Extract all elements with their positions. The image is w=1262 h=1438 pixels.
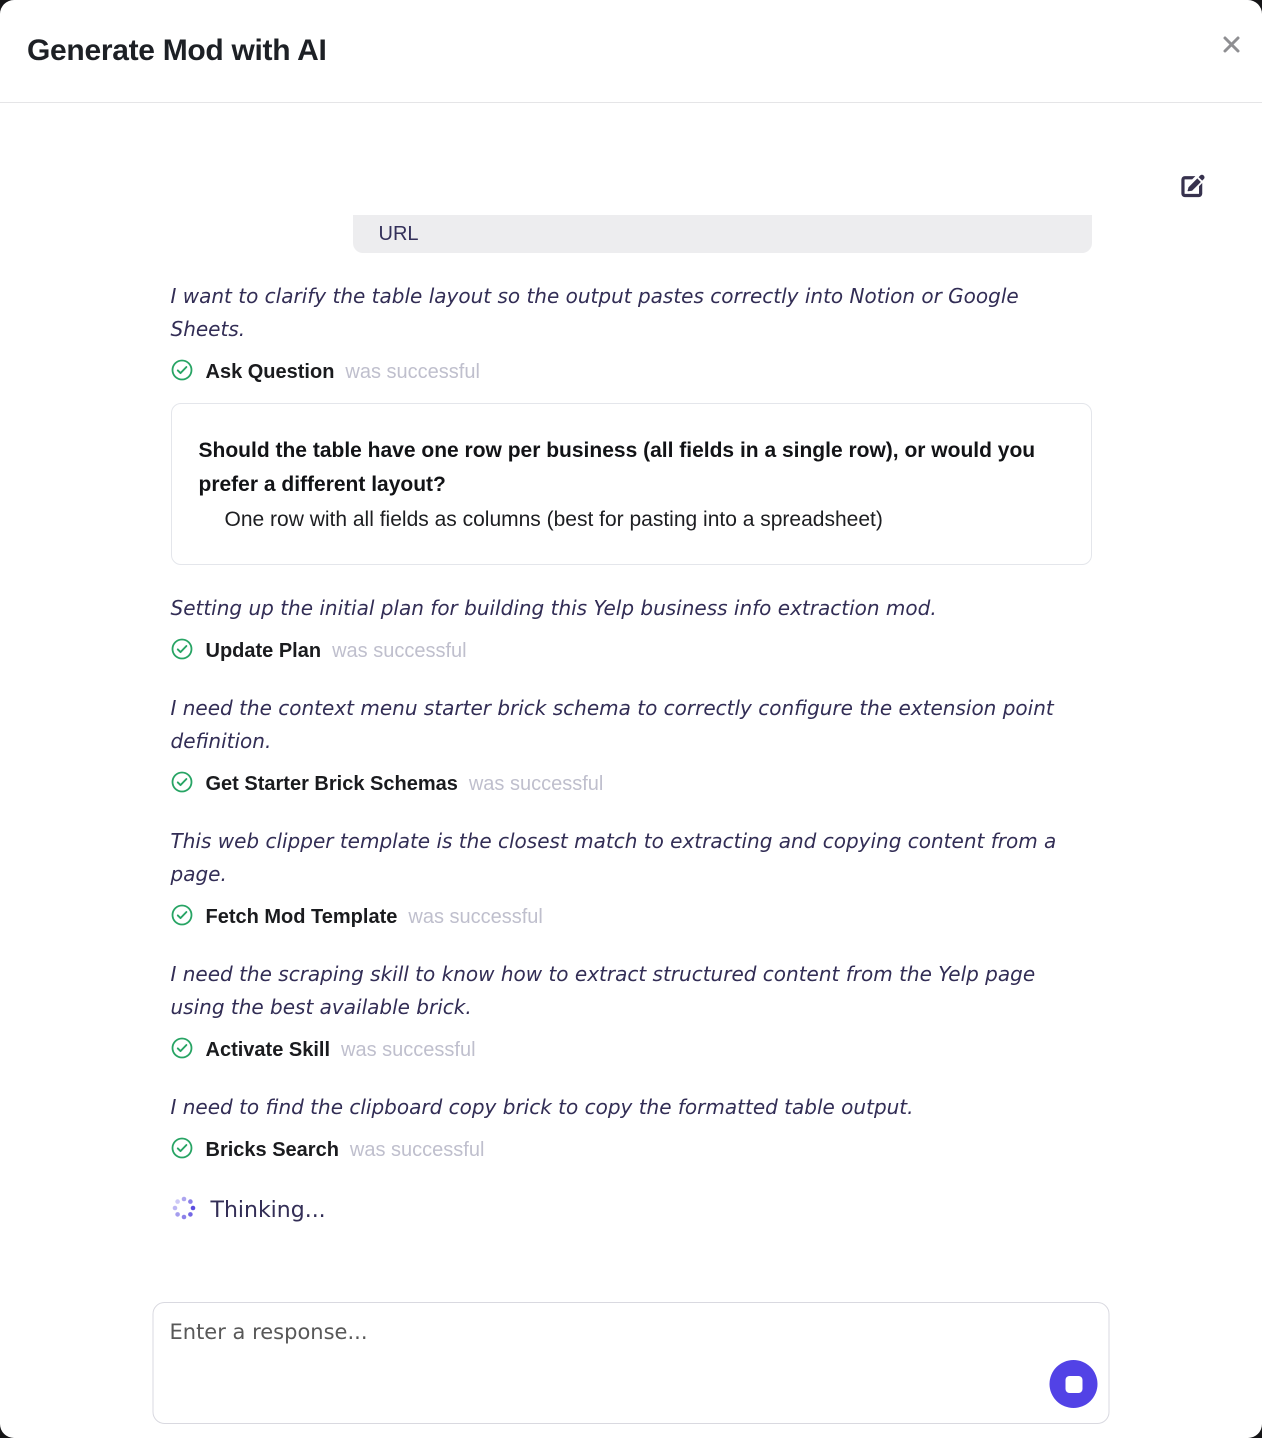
thinking-label: Thinking... [210,1198,326,1223]
url-field-label: URL [378,222,419,245]
close-button[interactable] [1216,31,1246,61]
action-status: was successful [408,906,543,928]
success-check-icon [171,771,193,798]
action-row [171,1037,1092,1064]
action-status: was successful [349,1139,485,1161]
narration-text: Setting up the initial plan for building this Yelp business info extraction mod. [170,596,937,620]
action-row [171,771,1092,798]
response-composer [153,1302,1110,1424]
action-row [171,904,1092,931]
success-check-icon [171,1137,193,1164]
narration-text: I need the scraping skill to know how to extract structured content from the Yelp page using the best available brick. [170,962,1036,1019]
narration-text: I need the context menu starter brick schema to correctly configure the extension point definition. [170,696,1054,753]
edit-button[interactable] [1175,169,1207,201]
action-status: was successful [341,1039,476,1061]
action-status: was successful [468,773,604,795]
narration-text: This web clipper template is the closest match to extracting and copying content from a page. [170,829,1057,886]
action-status: was successful [345,361,480,383]
success-check-icon [171,359,193,386]
close-icon [1222,35,1241,57]
stop-button[interactable] [1050,1360,1098,1408]
action-name: Fetch Mod Template [205,906,398,928]
narration-text: I need to find the clipboard copy brick to copy the formatted table output. [170,1095,914,1119]
action-name: Activate Skill [205,1039,331,1061]
narration-text: I want to clarify the table layout so the output pastes correctly into Notion or Google Sheets. [170,284,1019,341]
thinking-spinner-icon [171,1195,197,1226]
action-name: Bricks Search [205,1139,339,1161]
action-status: was successful [332,640,467,662]
action-row [171,638,1092,665]
chat-area [0,103,1262,1288]
dialog-title: Generate Mod with AI [27,34,327,67]
stop-icon [1065,1376,1082,1393]
pen-square-icon [1176,187,1206,202]
url-field [353,215,1092,253]
question-card [171,403,1092,565]
dialog-header [0,0,1262,103]
thinking-row [171,1195,1092,1226]
success-check-icon [171,1037,193,1064]
action-row [171,359,1092,386]
response-input[interactable] [154,1303,1109,1423]
action-name: Update Plan [205,640,322,662]
success-check-icon [171,904,193,931]
question-text: Should the table have one row per business (all fields in a single row), or would you prefer a different layout? [198,439,1036,496]
action-name: Get Starter Brick Schemas [205,773,458,795]
answer-text: One row with all fields as columns (best for pasting into a spreadsheet) [224,508,883,531]
success-check-icon [171,638,193,665]
action-name: Ask Question [205,361,335,383]
action-row [171,1137,1092,1164]
